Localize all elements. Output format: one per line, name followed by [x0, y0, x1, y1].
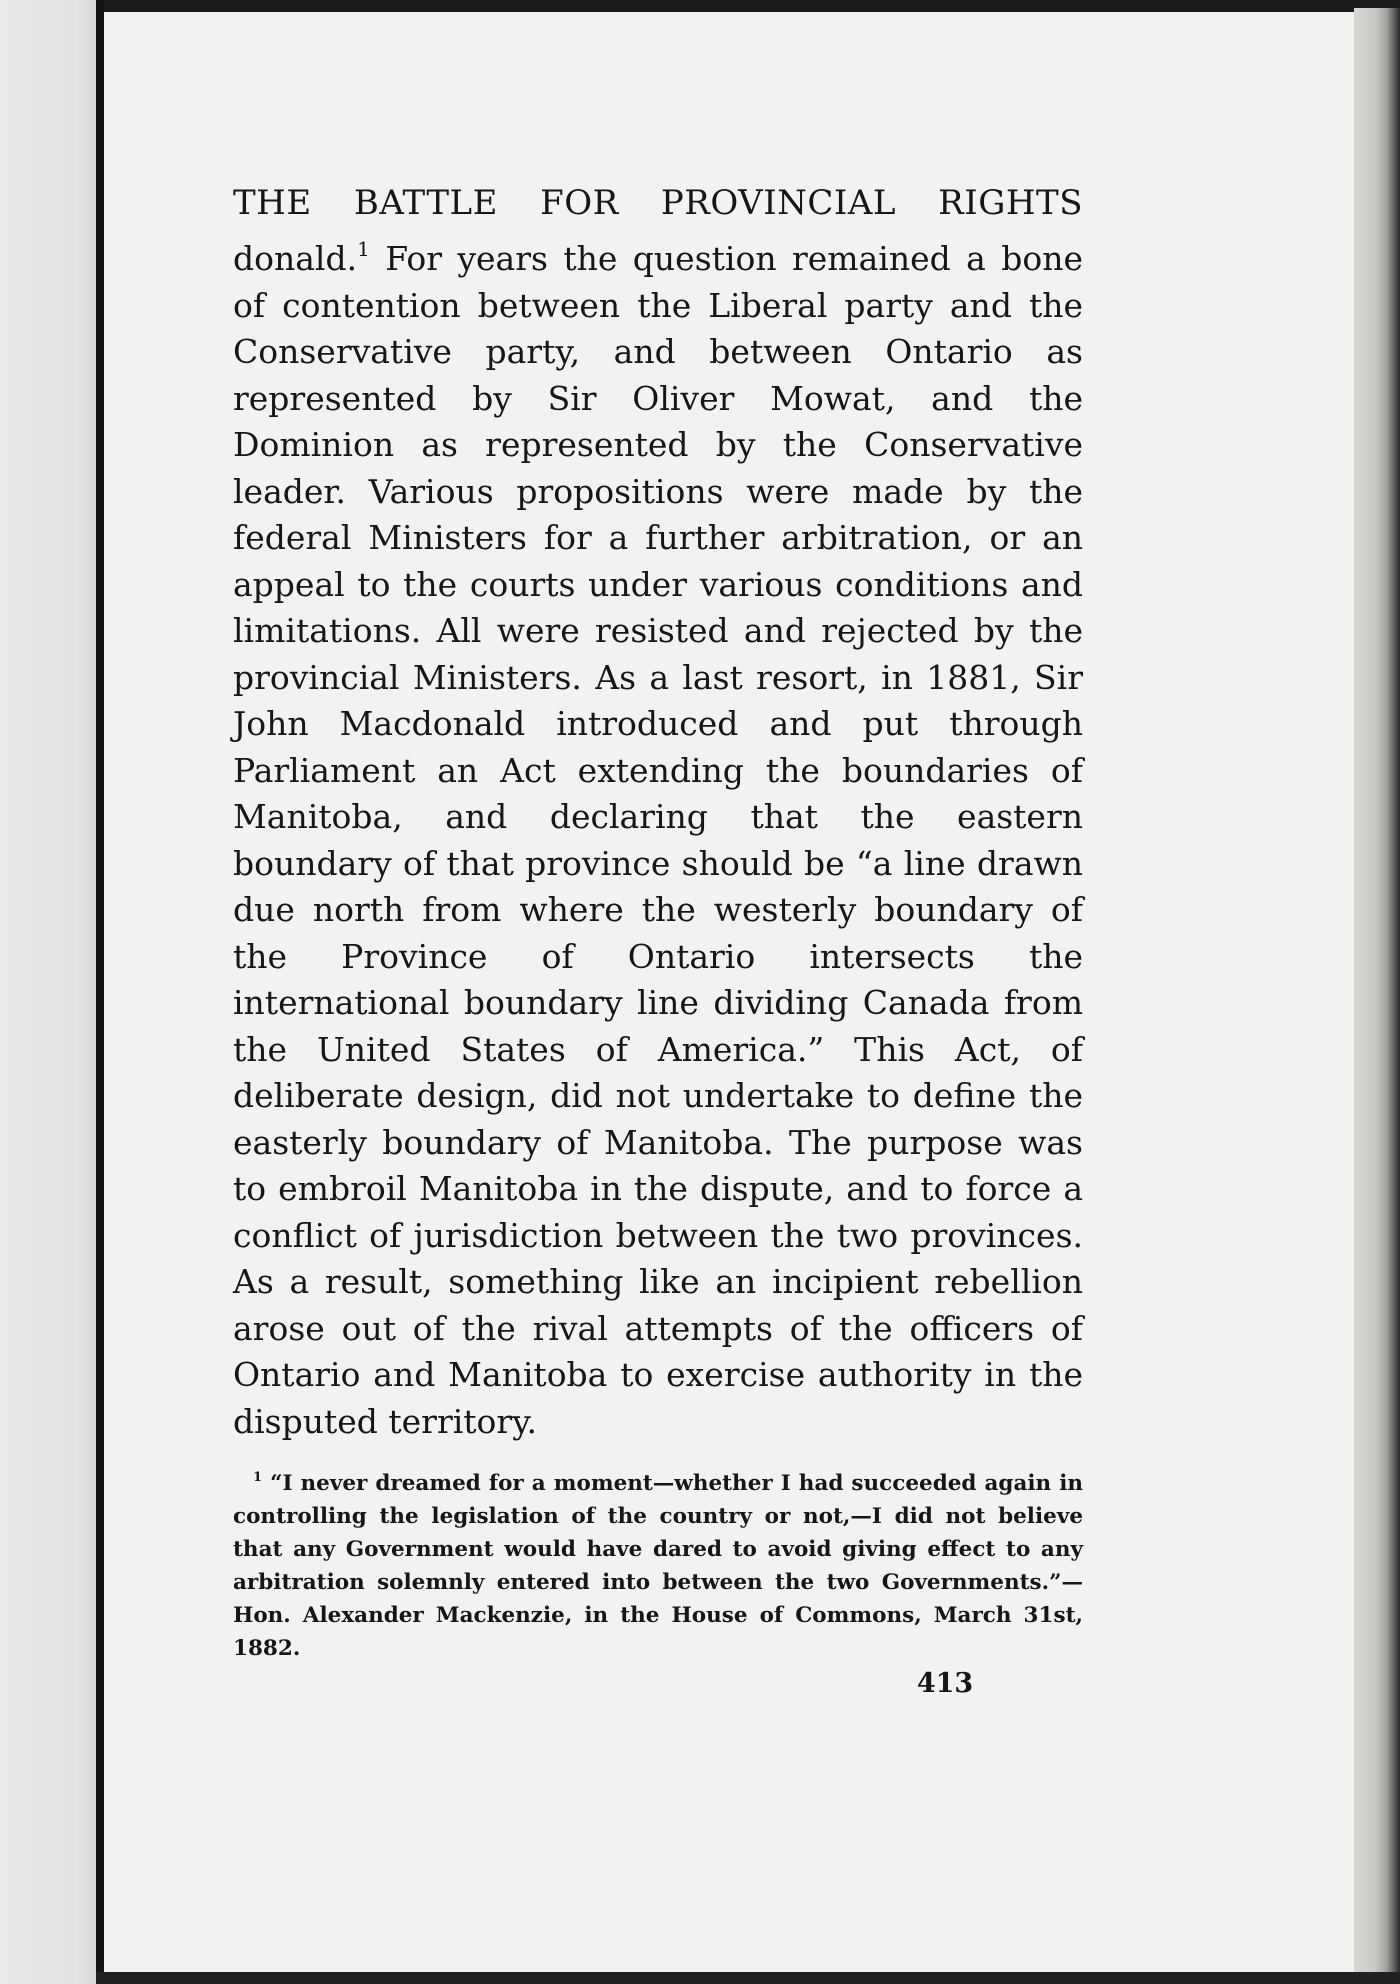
- body-text: For years the question remained a bone of contention between the Liberal party and the Conservative party, and between Ontario as represented by Sir Oliver Mowat, and the Dominion as represented by the Conservative leader. Various propositions were made by the federal Ministers for a further arbitration, or an appeal to the courts under various conditions and limitations. All were resisted and rejected by the provincial Ministers. As a last resort, in 1881, Sir John Macdonald introduced and put through Parliament an Act extending the boundaries of Manitoba, and declaring that the eastern boundary of that province should be “a line drawn due north from where the westerly boundary of the Province of Ontario intersects the international boundary line dividing Canada from the United States of America.” This Act, of deliberate design, did not undertake to define the easterly boundary of Manitoba. The purpose was to embroil Manitoba in the dispute, and to force a conflict of jurisdiction between the two provinces. As a result, something like an incipient rebellion arose out of the rival attempts of the officers of Ontario and Manitoba to exercise authority in the disputed territory.: [233, 239, 1083, 1441]
- facing-page-margin: [0, 0, 96, 1984]
- body-paragraph: [233, 236, 1083, 1445]
- page-edge-shadow: [1354, 8, 1400, 1976]
- footnote-reference: 1: [357, 237, 370, 261]
- footnote: [233, 1467, 1083, 1665]
- text-block: [233, 178, 1083, 1665]
- running-head: THE BATTLE FOR PROVINCIAL RIGHTS: [233, 183, 1083, 223]
- body-lead: donald.: [233, 239, 358, 278]
- page-bottom-edge: [96, 1972, 1400, 1984]
- page-number: 413: [916, 1668, 974, 1699]
- book-spine: [96, 0, 104, 1984]
- footnote-marker: 1: [253, 1470, 263, 1485]
- footnote-text: “I never dreamed for a moment—whether I had succeeded again in controlling the legislation of the country or not,—I did not believe that any Government would have dared to avoid giving effect to any arbitration solemnly entered into between the two Governments.”—Hon. Alexander Mackenzie, in the House of Commons, March 31st, 1882.: [233, 1471, 1083, 1661]
